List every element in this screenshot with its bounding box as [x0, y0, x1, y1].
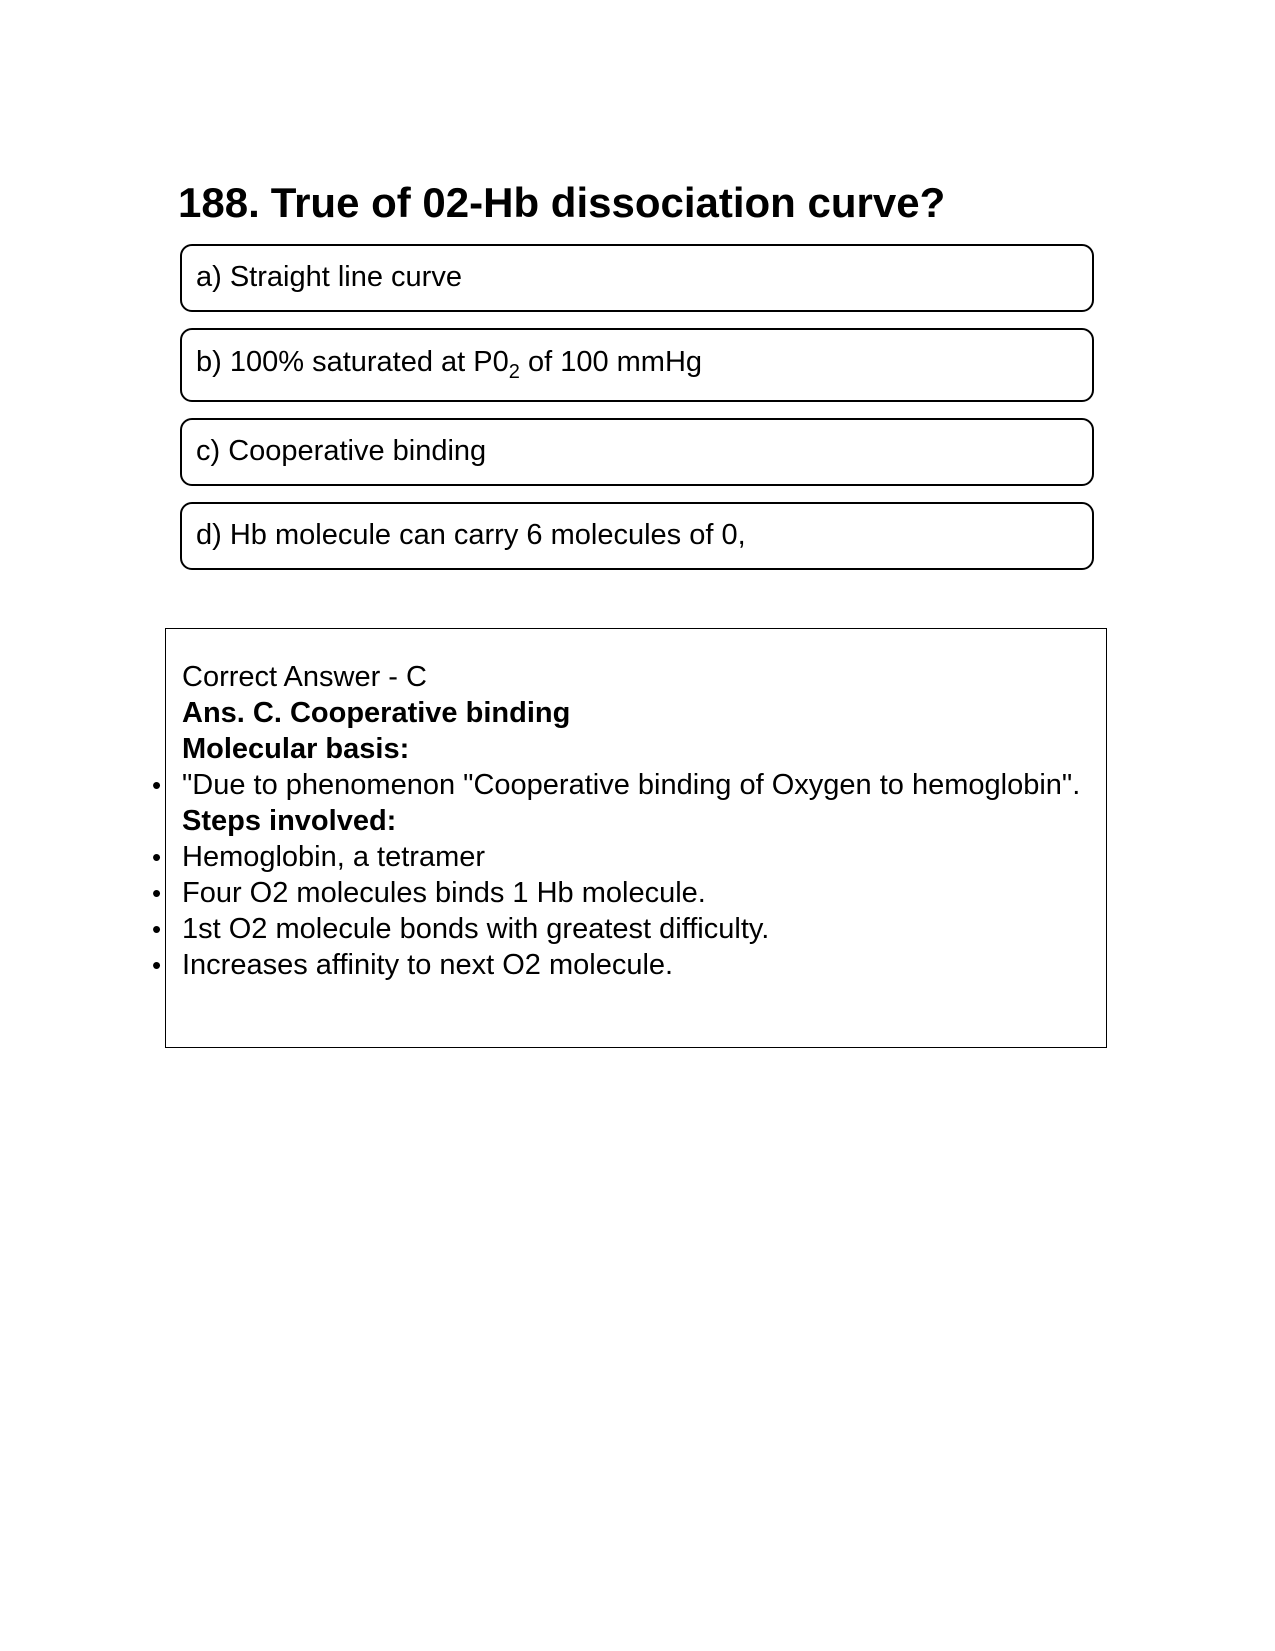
list-item	[152, 839, 1082, 875]
option-d-label: d) Hb molecule can carry 6 molecules of 0,	[196, 519, 746, 551]
question-title	[178, 176, 945, 230]
bullet-icon: •	[152, 950, 162, 980]
list-item-text: Four O2 molecules binds 1 Hb molecule.	[182, 877, 706, 909]
list-item	[152, 767, 1082, 803]
molecular-basis-heading: Molecular basis:	[182, 733, 410, 765]
molecular-basis-list	[152, 767, 1082, 803]
list-item-text: Hemoglobin, a tetramer	[182, 841, 486, 873]
option-a-label: a) Straight line curve	[196, 261, 462, 293]
bullet-icon: •	[152, 914, 162, 944]
steps-list	[152, 839, 1082, 983]
list-item	[152, 875, 1082, 911]
option-b[interactable]	[180, 328, 1094, 402]
list-item-text: "Due to phenomenon "Cooperative binding of Oxygen to hemoglobin".	[182, 769, 1081, 801]
bullet-icon: •	[152, 878, 162, 908]
answer-explanation-box	[152, 628, 1107, 1048]
list-item	[152, 947, 1082, 983]
option-b-prefix: b) 100% saturated at P0	[196, 346, 509, 378]
list-item-text: Increases affinity to next O2 molecule.	[182, 949, 674, 981]
option-b-label	[196, 345, 703, 383]
question-text: True of 02-Hb dissociation curve?	[270, 179, 946, 226]
option-b-subscript: 2	[508, 360, 520, 383]
list-item-text: 1st O2 molecule bonds with greatest difficulty.	[182, 913, 770, 945]
answer-heading: Ans. C. Cooperative binding	[182, 697, 571, 729]
bullet-icon: •	[152, 842, 162, 872]
option-a[interactable]	[180, 244, 1094, 312]
question-number: 188.	[178, 179, 260, 226]
bullet-icon: •	[152, 770, 162, 800]
correct-answer-line: Correct Answer - C	[182, 661, 427, 693]
steps-heading: Steps involved:	[182, 805, 397, 837]
list-item	[152, 911, 1082, 947]
option-b-suffix: of 100 mmHg	[519, 346, 703, 378]
option-c[interactable]	[180, 418, 1094, 486]
answer-content	[152, 659, 1082, 983]
option-d[interactable]	[180, 502, 1094, 570]
option-c-label: c) Cooperative binding	[196, 435, 487, 467]
